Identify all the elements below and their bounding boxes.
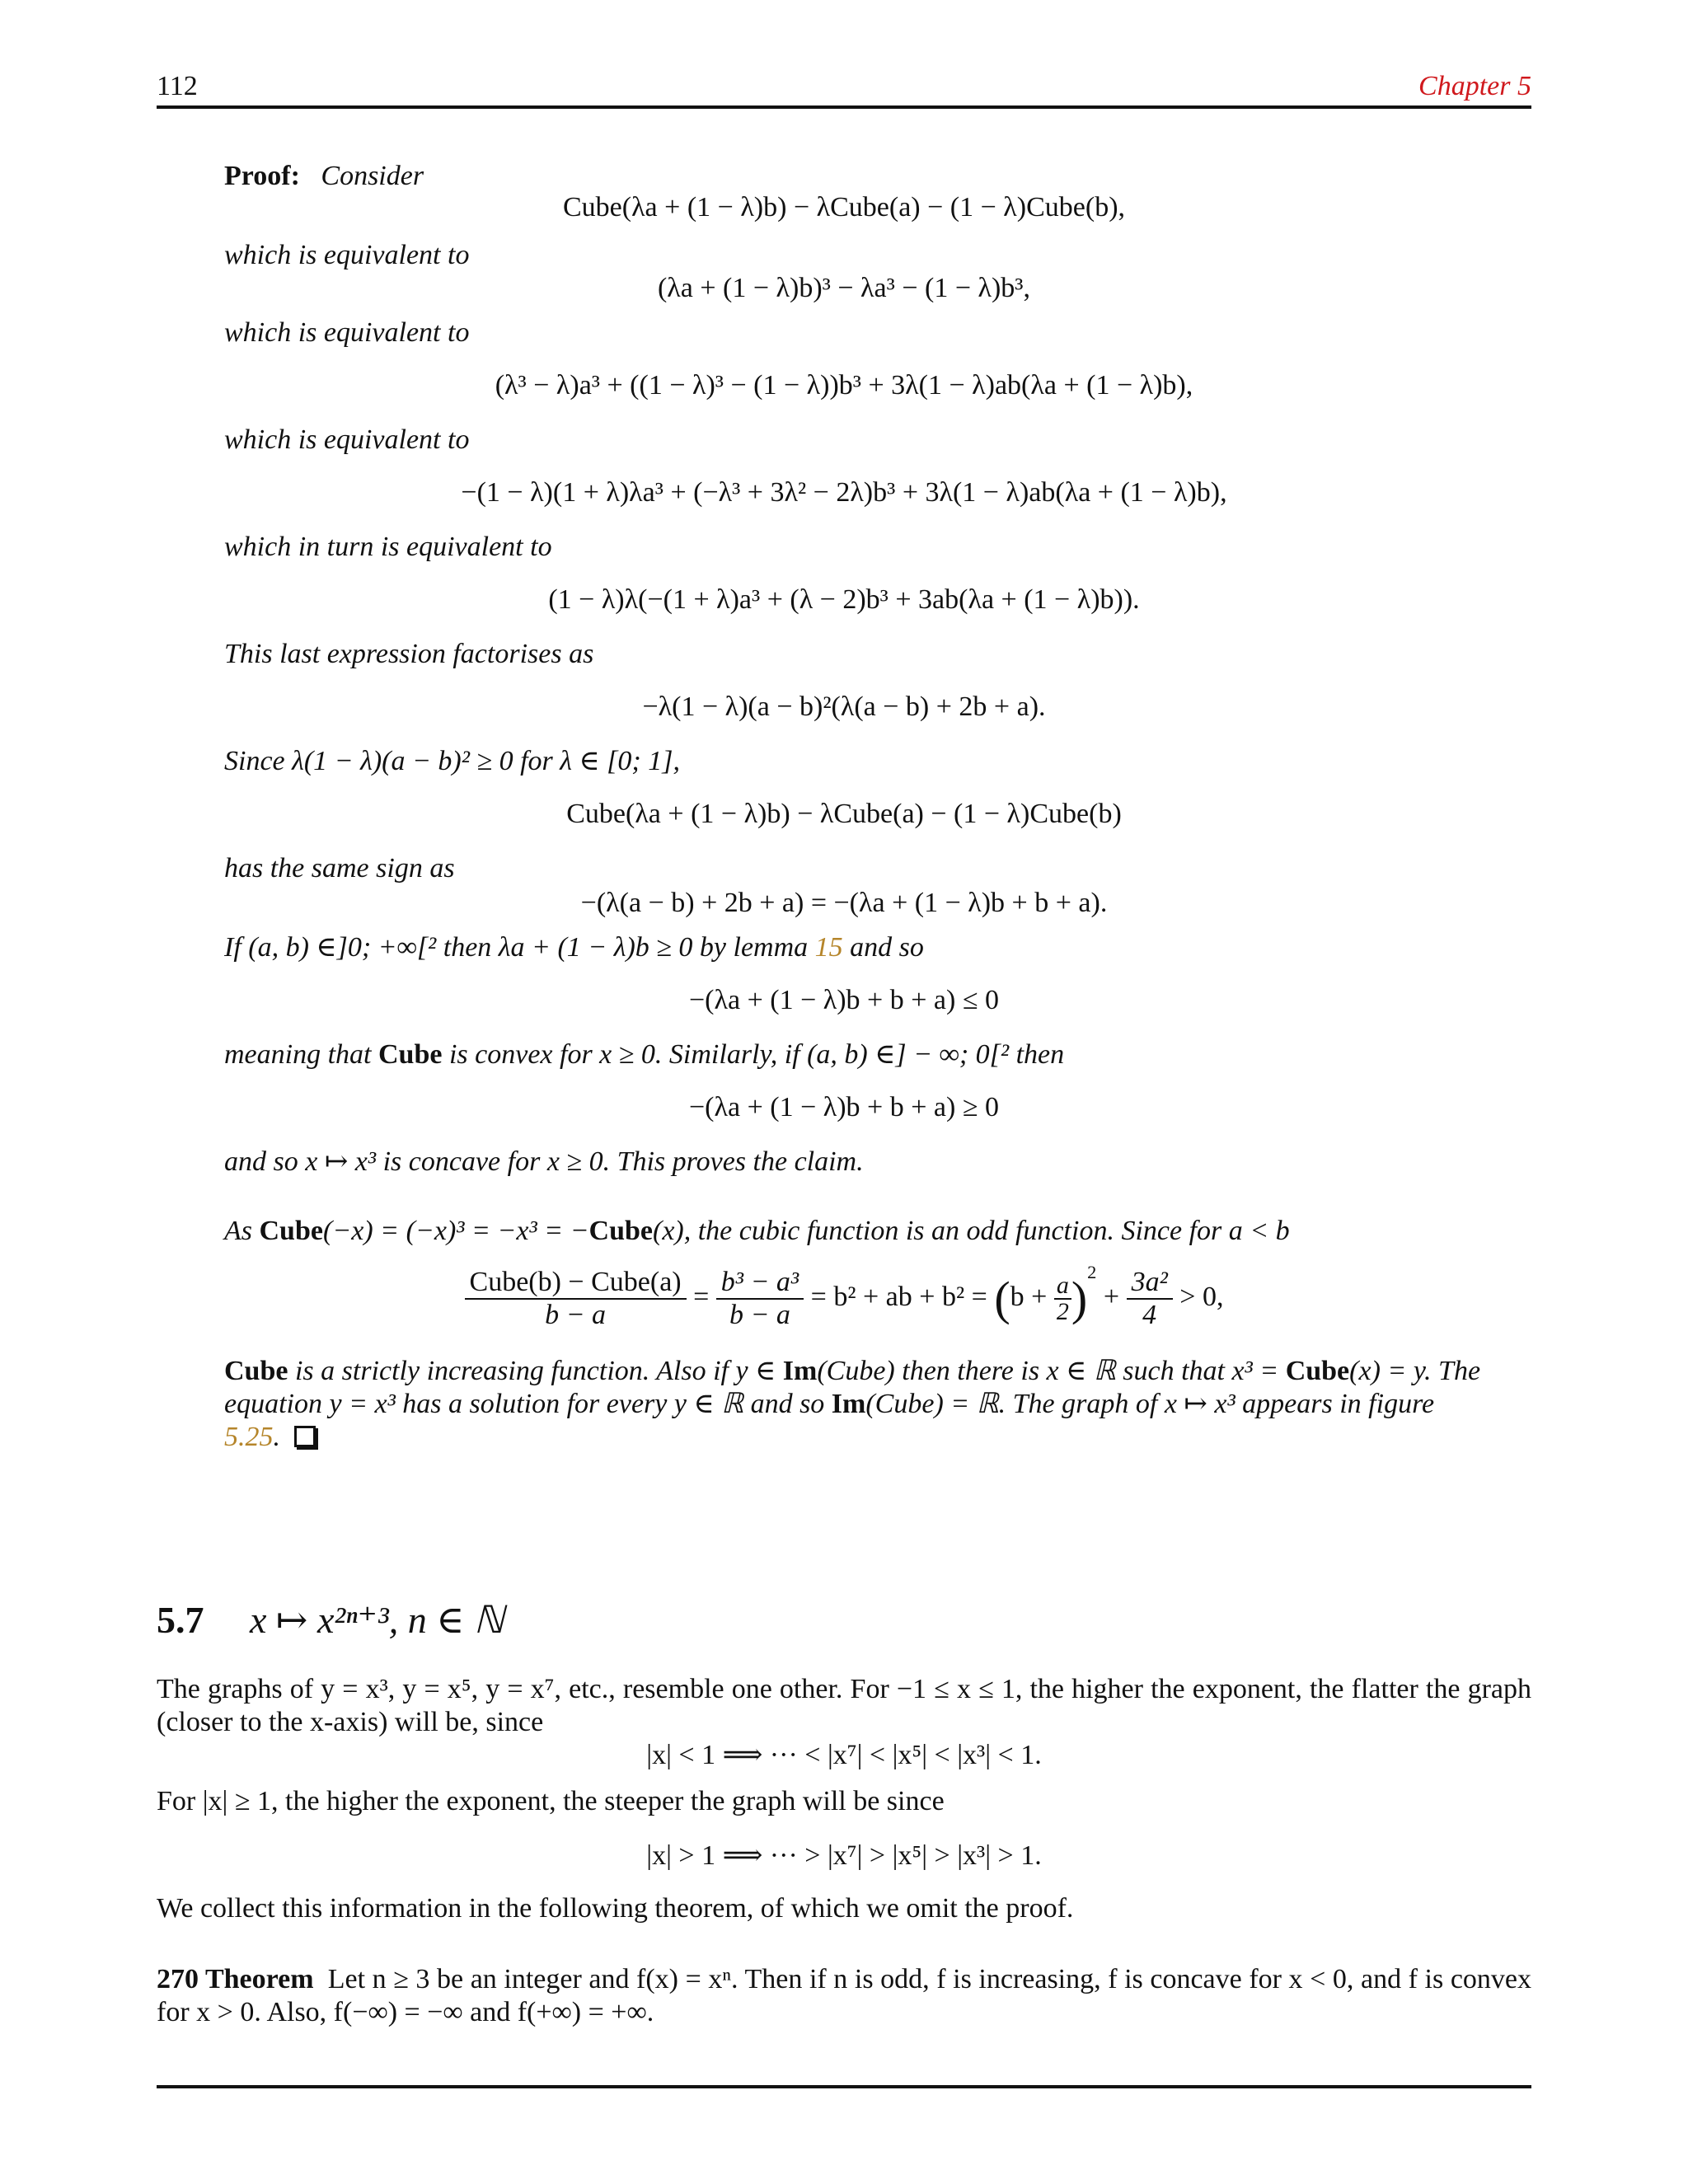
as-cube-2: Cube bbox=[588, 1216, 653, 1246]
equation-tail: > 0, bbox=[1179, 1282, 1224, 1312]
equation-8: −(λ(a − b) + 2b + a) = −(λa + (1 − λ)b + b + a). bbox=[580, 888, 1108, 918]
page-number: 112 bbox=[157, 71, 198, 101]
if-text-a: If (a, b) ∈]0; +∞[² then λa + (1 − λ)b ≥ 0 by lemma bbox=[224, 932, 809, 963]
proof-intro bbox=[224, 160, 424, 193]
figure-link[interactable]: 5.25 bbox=[224, 1422, 274, 1452]
equation-solution-b: (Cube) = ℝ. The graph of x ↦ x³ appears in figure bbox=[865, 1389, 1435, 1419]
cube-bold-2: Cube bbox=[1285, 1356, 1350, 1386]
footer-rule bbox=[157, 2085, 1531, 2088]
equation-3: (λ³ − λ)a³ + ((1 − λ)³ − (1 − λ))b³ + 3λ(1 − λ)ab(λa + (1 − λ)b), bbox=[495, 370, 1193, 401]
meaning-a: meaning that bbox=[224, 1039, 372, 1070]
fraction-num-half: a bbox=[1054, 1273, 1071, 1300]
header-rule bbox=[157, 105, 1531, 109]
equation-6: −λ(1 − λ)(a − b)²(λ(a − b) + 2b + a). bbox=[642, 691, 1046, 722]
same-sign-text: has the same sign as bbox=[224, 853, 455, 883]
equation-1: Cube(λa + (1 − λ)b) − λCube(a) − (1 − λ)Cube(b), bbox=[562, 192, 1126, 223]
difference-quotient-equation: $\frac{\text{Cube(b) − Cube(a)}}{b - a}$ = $\frac{\text{b³ − a³}}{b - a}$ = b² + ab + b² = (b + $\frac{a}{2}$ )$^2$ + $\frac{\text{3a²}}{4}$ > 0, bbox=[0, 1264, 1688, 1331]
section-heading bbox=[157, 1597, 504, 1643]
page-header bbox=[157, 71, 1531, 107]
fraction-three-quarter bbox=[1127, 1267, 1173, 1331]
if-text bbox=[224, 931, 924, 964]
plus-sign: + bbox=[1103, 1282, 1120, 1312]
theorem-text: Let n ≥ 3 be an integer and f(x) = xⁿ. Then if n is odd, f is increasing, f is concave for x < 0, and f is convex for x > 0. Also, f(−∞) = −∞ and f(+∞) = +∞. bbox=[157, 1964, 1532, 2027]
fraction-num-1: Cube(b) − Cube(a) bbox=[465, 1267, 687, 1300]
square-exponent: 2 bbox=[1087, 1262, 1097, 1283]
equivalence-text-2: which is equivalent to bbox=[224, 317, 470, 348]
fraction-den-half: 2 bbox=[1056, 1298, 1069, 1326]
meaning-text bbox=[224, 1038, 1064, 1071]
fraction-cube-quotient bbox=[465, 1267, 687, 1331]
as-c: (x), the cubic function is an odd function. Since for a < b bbox=[653, 1216, 1290, 1246]
theorem-label: 270 Theorem bbox=[157, 1964, 314, 1994]
figure-reference-line bbox=[224, 1421, 316, 1454]
equation-5: (1 − λ)λ(−(1 + λ)a³ + (λ − 2)b³ + 3ab(λa + (1 − λ)b)). bbox=[548, 584, 1140, 615]
equivalence-text-1: which is equivalent to bbox=[224, 240, 470, 270]
increasing-line-1 bbox=[224, 1355, 1480, 1388]
since-text: Since λ(1 − λ)(a − b)² ≥ 0 for λ ∈ [0; 1], bbox=[224, 746, 680, 776]
equivalence-text-4: which in turn is equivalent to bbox=[224, 532, 552, 562]
equation-4: −(1 − λ)(1 + λ)λa³ + (−λ³ + 3λ² − 2λ)b³ + 3λ(1 − λ)ab(λa + (1 − λ)b), bbox=[461, 477, 1227, 508]
paren-inner: b + bbox=[1010, 1282, 1048, 1312]
fraction-den-2: b − a bbox=[729, 1300, 790, 1331]
increasing-c: (x) = y. The bbox=[1349, 1356, 1481, 1386]
equivalence-text-3: which is equivalent to bbox=[224, 424, 470, 455]
if-text-b: and so bbox=[850, 932, 924, 963]
odd-function-text bbox=[224, 1215, 1290, 1248]
fraction-den-1: b − a bbox=[545, 1300, 607, 1331]
section-title: x ↦ x²ⁿ⁺³, n ∈ ℕ bbox=[250, 1599, 504, 1641]
as-a: As bbox=[224, 1216, 252, 1246]
inequality-chain-large: |x| > 1 ⟹ ··· > |x⁷| > |x⁵| > |x³| > 1. bbox=[646, 1840, 1042, 1871]
fraction-num-3: 3a² bbox=[1127, 1267, 1173, 1300]
equation-7: Cube(λa + (1 − λ)b) − λCube(a) − (1 − λ)Cube(b) bbox=[566, 799, 1122, 829]
graphs-paragraph: The graphs of y = x³, y = x⁵, y = x⁷, etc., resemble one other. For −1 ≤ x ≤ 1, the higher the exponent, the flatter the graph (closer to the x-axis) will be, since bbox=[157, 1674, 1531, 1737]
concave-text: and so x ↦ x³ is concave for x ≥ 0. This proves the claim. bbox=[224, 1146, 864, 1177]
figure-end: . bbox=[273, 1422, 280, 1452]
increasing-a: is a strictly increasing function. Also if y ∈ bbox=[294, 1356, 776, 1386]
as-cube-1: Cube bbox=[259, 1216, 323, 1246]
collect-paragraph: We collect this information in the following theorem, of which we omit the proof. bbox=[157, 1893, 1074, 1924]
equation-2: (λa + (1 − λ)b)³ − λa³ − (1 − λ)b³, bbox=[657, 273, 1030, 303]
increasing-line-2 bbox=[224, 1388, 1434, 1421]
im-bold-2: Im bbox=[831, 1389, 866, 1419]
proof-consider: Consider bbox=[321, 161, 424, 191]
as-b: (−x) = (−x)³ = −x³ = − bbox=[322, 1216, 589, 1246]
factor-text: This last expression factorises as bbox=[224, 639, 594, 669]
fraction-half bbox=[1054, 1273, 1071, 1324]
proof-label: Proof: bbox=[224, 161, 300, 191]
meaning-b: is convex for x ≥ 0. Similarly, if (a, b) ∈] − ∞; 0[² then bbox=[448, 1039, 1065, 1070]
equation-9: −(λa + (1 − λ)b + b + a) ≤ 0 bbox=[689, 985, 999, 1015]
lemma-link[interactable]: 15 bbox=[814, 932, 843, 963]
increasing-b: (Cube) then there is x ∈ ℝ such that x³ = bbox=[817, 1356, 1279, 1386]
steeper-paragraph: For |x| ≥ 1, the higher the exponent, the steeper the graph will be since bbox=[157, 1786, 945, 1816]
cube-bold-1: Cube bbox=[224, 1356, 288, 1386]
theorem-270 bbox=[157, 1963, 1531, 2029]
qed-box-icon bbox=[294, 1426, 316, 1447]
fraction-cubes bbox=[716, 1267, 804, 1331]
equation-middle: = b² + ab + b² = bbox=[810, 1282, 987, 1312]
fraction-num-2: b³ − a³ bbox=[716, 1267, 804, 1300]
inequality-chain-small: |x| < 1 ⟹ ··· < |x⁷| < |x⁵| < |x³| < 1. bbox=[646, 1740, 1042, 1770]
section-number: 5.7 bbox=[157, 1599, 204, 1641]
meaning-cube: Cube bbox=[377, 1039, 443, 1070]
fraction-den-3: 4 bbox=[1142, 1300, 1157, 1331]
chapter-link[interactable]: Chapter 5 bbox=[1418, 71, 1531, 101]
equation-solution-a: equation y = x³ has a solution for every y ∈ ℝ and so bbox=[224, 1389, 825, 1419]
equation-10: −(λa + (1 − λ)b + b + a) ≥ 0 bbox=[689, 1092, 999, 1122]
im-bold-1: Im bbox=[782, 1356, 818, 1386]
